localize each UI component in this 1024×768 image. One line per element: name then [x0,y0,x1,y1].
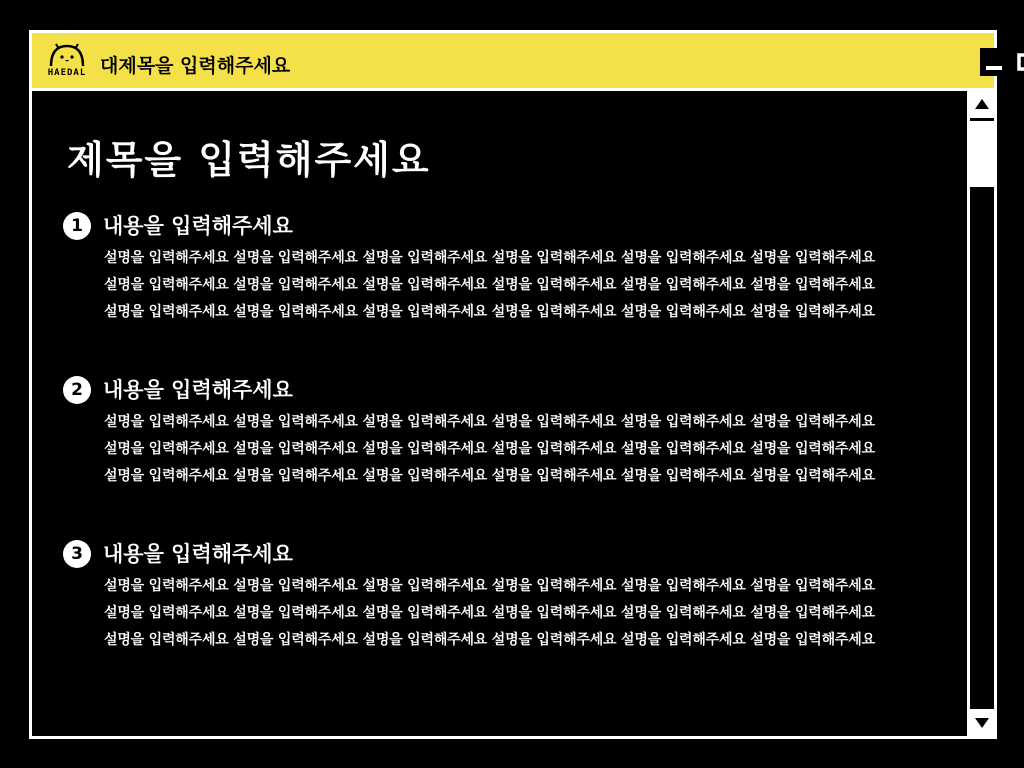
section-number-badge: 2 [63,376,91,404]
title-bar[interactable] [32,33,994,91]
window-title: 대제목을 입력해주세요 [100,55,291,77]
logo-text: HAEDAL [47,68,87,78]
section-description-line: 설명을 입력해주세요 설명을 입력해주세요 설명을 입력해주세요 설명을 입력해주세요 설명을 입력해주세요 설명을 입력해주세요 [104,250,875,266]
scroll-up-button[interactable] [970,91,994,118]
scroll-down-button[interactable] [970,709,994,736]
maximize-button[interactable] [1012,48,1024,76]
minimize-icon [980,48,1008,76]
section-description-line: 설명을 입력해주세요 설명을 입력해주세요 설명을 입력해주세요 설명을 입력해주세요 설명을 입력해주세요 설명을 입력해주세요 [104,605,875,621]
section-title: 내용을 입력해주세요 [103,214,293,238]
section-title: 내용을 입력해주세요 [103,378,293,402]
section-number-badge: 3 [63,540,91,568]
section-description-line: 설명을 입력해주세요 설명을 입력해주세요 설명을 입력해주세요 설명을 입력해주세요 설명을 입력해주세요 설명을 입력해주세요 [104,468,875,484]
section-number-badge: 1 [63,212,91,240]
minimize-button[interactable] [980,48,1008,76]
vertical-scrollbar[interactable] [967,91,994,736]
section-description-line: 설명을 입력해주세요 설명을 입력해주세요 설명을 입력해주세요 설명을 입력해주세요 설명을 입력해주세요 설명을 입력해주세요 [104,277,875,293]
section-description-line: 설명을 입력해주세요 설명을 입력해주세요 설명을 입력해주세요 설명을 입력해주세요 설명을 입력해주세요 설명을 입력해주세요 [104,441,875,457]
section-description-line: 설명을 입력해주세요 설명을 입력해주세요 설명을 입력해주세요 설명을 입력해주세요 설명을 입력해주세요 설명을 입력해주세요 [104,632,875,648]
section-description-line: 설명을 입력해주세요 설명을 입력해주세요 설명을 입력해주세요 설명을 입력해주세요 설명을 입력해주세요 설명을 입력해주세요 [104,578,875,594]
scrollbar-thumb[interactable] [970,121,994,187]
logo-mascot-icon [45,42,89,68]
app-window [29,30,997,739]
maximize-icon [1012,48,1024,76]
haedal-logo [45,42,89,80]
page-title: 제목을 입력해주세요 [67,138,431,182]
section-description-line: 설명을 입력해주세요 설명을 입력해주세요 설명을 입력해주세요 설명을 입력해주세요 설명을 입력해주세요 설명을 입력해주세요 [104,414,875,430]
section-title: 내용을 입력해주세요 [103,542,293,566]
triangle-down-icon [970,709,994,736]
section-description-line: 설명을 입력해주세요 설명을 입력해주세요 설명을 입력해주세요 설명을 입력해주세요 설명을 입력해주세요 설명을 입력해주세요 [104,304,875,320]
triangle-up-icon [970,91,994,118]
content-area [32,91,967,736]
